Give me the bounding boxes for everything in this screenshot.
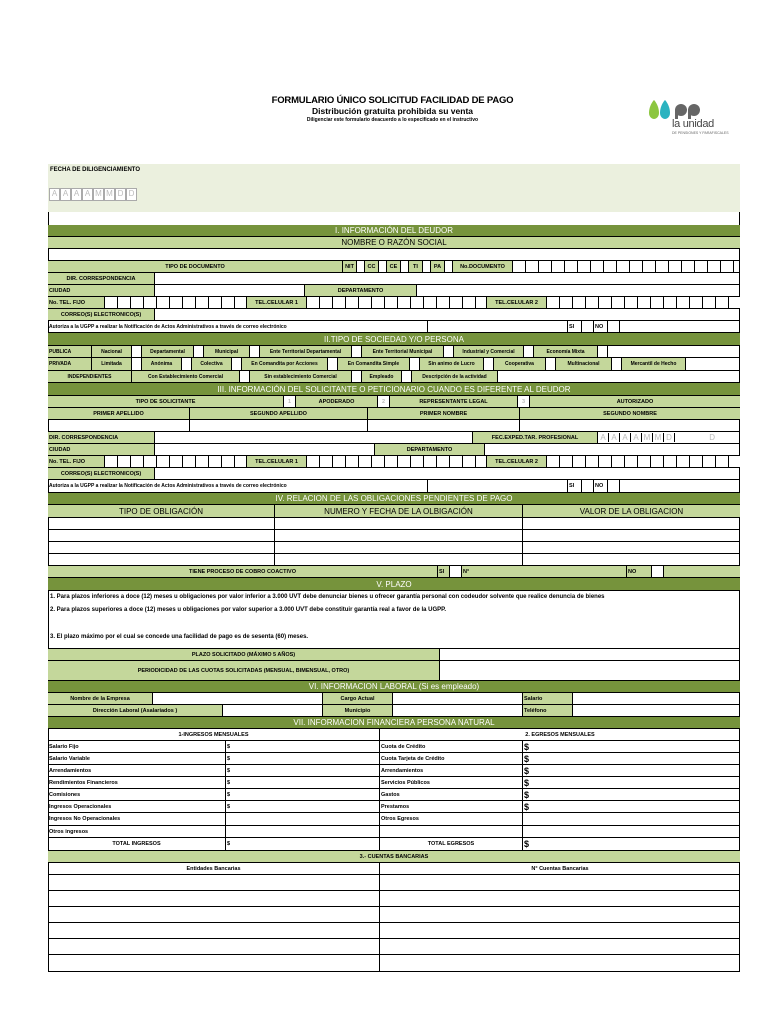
bank-entity-input[interactable] <box>48 955 380 971</box>
position-label: Cargo Actual <box>323 693 393 704</box>
section-4-header <box>48 493 740 505</box>
date-cell[interactable]: A <box>71 188 82 201</box>
colectiva-option[interactable]: Colectiva <box>192 358 232 370</box>
apoderado-option[interactable]: APODERADO <box>296 396 378 407</box>
address-label: DIR. CORRESPONDENCIA <box>48 273 155 284</box>
doc-number-input[interactable] <box>513 261 734 272</box>
bank-entities-header: Entidades Bancarias <box>48 863 380 874</box>
email-row <box>48 309 740 321</box>
authorize-label: Autoriza a la UGPP a realizar la Notificación de Actos Administrativos a través de correo electrónico <box>48 321 428 332</box>
expense-label <box>380 826 523 837</box>
bank-entity-input[interactable] <box>48 923 380 938</box>
city-label: CIUDAD <box>48 285 155 296</box>
prof-date-cell[interactable]: A <box>631 433 642 442</box>
requester-si-label: SI <box>568 480 582 492</box>
salary-label: Salario <box>523 693 573 704</box>
income-input[interactable]: $ <box>226 741 380 752</box>
requester-address-row <box>48 432 740 444</box>
form-title: FORMULARIO ÚNICO SOLICITUD FACILIDAD DE PAGO <box>271 95 514 106</box>
representante-option[interactable]: REPRESENTANTE LEGAL <box>390 396 518 407</box>
sin-est-checkbox[interactable] <box>352 371 362 382</box>
second-name-label: SEGUNDO NOMBRE <box>520 408 740 419</box>
periodicity-row <box>48 661 740 681</box>
expense-label: Servicios Públicos <box>380 777 523 788</box>
requester-no-checkbox[interactable] <box>608 480 620 492</box>
date-cell[interactable]: M <box>93 188 104 201</box>
expense-input[interactable] <box>523 826 740 837</box>
municipality-input[interactable] <box>393 705 523 716</box>
industrial-option[interactable]: Industrial y Comercial <box>454 346 524 357</box>
requester-no-label: NO <box>594 480 608 492</box>
section-7-header <box>48 717 740 729</box>
section-4-title: IV. RELACION DE LAS OBLIGACIONES PENDIENTES DE PAGO <box>48 493 740 504</box>
section-1-header <box>48 225 740 237</box>
requester-authorize-row <box>48 480 740 493</box>
cell2-label: TEL.CELULAR 2 <box>487 297 547 308</box>
doc-type-row <box>48 261 740 273</box>
obligation-number-input[interactable] <box>275 554 523 565</box>
cc-checkbox[interactable] <box>379 261 387 272</box>
sin-lucro-checkbox[interactable] <box>484 358 494 370</box>
address-row <box>48 273 740 285</box>
obligation-type-input[interactable] <box>48 530 275 541</box>
income-input[interactable] <box>226 826 380 837</box>
bank-row <box>48 939 740 955</box>
nacional-checkbox[interactable] <box>132 346 142 357</box>
form-subtitle: Distribución gratuita prohibida su venta <box>311 106 474 116</box>
date-cell[interactable]: D <box>115 188 126 201</box>
name-header-row <box>48 237 740 249</box>
term-note-3: 3. El plazo máximo por el cual se concede una facilidad de pago es de sesenta (60) meses. <box>50 634 309 640</box>
date-cell[interactable]: A <box>82 188 93 201</box>
obligation-type-input[interactable] <box>48 542 275 553</box>
income-label: Salario Variable <box>48 753 226 764</box>
bank-row <box>48 907 740 923</box>
section-6-header <box>48 681 740 693</box>
requester-cell1-input[interactable] <box>307 456 487 467</box>
first-surname-label: PRIMER APELLIDO <box>48 408 190 419</box>
obligation-row <box>48 554 740 566</box>
date-input[interactable] <box>49 188 137 201</box>
income-label: Salario Fijo <box>48 741 226 752</box>
expense-label: Prestamos <box>380 801 523 812</box>
income-label: Ingresos No Operacionales <box>48 813 226 825</box>
section-2-title: II.TIPO DE SOCIEDAD Y/O PERSONA <box>48 333 740 345</box>
apoderado-number[interactable]: 1 <box>284 396 296 407</box>
obligation-row <box>48 542 740 554</box>
income-label: Arrendamientos <box>48 765 226 776</box>
requester-cell2-input[interactable] <box>547 456 740 467</box>
section-5-header <box>48 578 740 591</box>
con-est-option[interactable]: Con Establecimiento Comercial <box>132 371 240 382</box>
requester-city-input[interactable] <box>155 444 375 455</box>
bank-title-row <box>48 851 740 863</box>
obligation-number-input[interactable] <box>275 530 523 541</box>
coactive-no-label: NO <box>627 566 652 577</box>
bank-account-input[interactable] <box>380 923 740 938</box>
authorize-no-label: NO <box>594 321 608 332</box>
obligation-number-input[interactable] <box>275 518 523 529</box>
ente-mun-option[interactable]: Ente Territorial Municipal <box>362 346 444 357</box>
finance-row <box>48 813 740 826</box>
coactive-si-checkbox[interactable] <box>450 566 462 577</box>
finance-row <box>48 777 740 789</box>
position-input[interactable] <box>393 693 523 704</box>
ce-label: CE <box>387 261 401 272</box>
date-cell[interactable]: A <box>49 188 60 201</box>
income-input[interactable] <box>226 813 380 825</box>
requester-si-checkbox[interactable] <box>582 480 594 492</box>
colectiva-checkbox[interactable] <box>232 358 242 370</box>
mercantil-option[interactable]: Mercantil de Hecho <box>622 358 686 370</box>
coactive-number-label: N° <box>462 566 627 577</box>
private-label: PRIVADA <box>48 358 92 370</box>
public-label: PUBLICA <box>48 346 92 357</box>
requester-email-row <box>48 468 740 480</box>
income-input[interactable]: $ <box>226 801 380 812</box>
coactive-no-checkbox[interactable] <box>652 566 664 577</box>
bank-accounts-title: 3.- CUENTAS BANCARIAS <box>48 851 740 862</box>
total-expenses-input[interactable]: $ <box>524 839 530 849</box>
cell2-input[interactable] <box>547 297 740 308</box>
salary-input[interactable] <box>573 693 740 704</box>
email-input[interactable] <box>155 309 740 320</box>
comandita-simple-checkbox[interactable] <box>410 358 420 370</box>
prof-date-cell[interactable]: A <box>609 433 620 442</box>
first-name-label: PRIMER NOMBRE <box>368 408 520 419</box>
first-surname-input[interactable] <box>48 420 190 431</box>
anonima-option[interactable]: Anónima <box>142 358 182 370</box>
bank-row <box>48 923 740 939</box>
limitada-checkbox[interactable] <box>132 358 142 370</box>
bank-account-input[interactable] <box>380 907 740 922</box>
economia-option[interactable]: Economía Mixta <box>534 346 598 357</box>
requester-cell2-label: TEL.CELULAR 2 <box>487 456 547 467</box>
expense-label: Otros Egresos <box>380 813 523 825</box>
section-3-title: III. INFORMACIÓN DEL SOLICITANTE O PETICIONARIO CUANDO ES DIFERENTE AL DEUDOR <box>48 383 740 395</box>
comandita-acc-checkbox[interactable] <box>328 358 338 370</box>
income-label: Ingresos Operacionales <box>48 801 226 812</box>
coactive-row <box>48 566 740 578</box>
bank-row <box>48 891 740 907</box>
municipal-option[interactable]: Municipal <box>204 346 250 357</box>
requester-city-row <box>48 444 740 456</box>
requester-address-label: DIR. CORRESPONDENCIA <box>48 432 155 443</box>
public-spacer <box>608 346 738 357</box>
municipality-label: Municipio <box>323 705 393 716</box>
cooperativa-option[interactable]: Cooperativa <box>494 358 546 370</box>
prof-card-date-input[interactable] <box>598 432 740 443</box>
ente-depto-option[interactable]: Ente Territorial Departamental <box>260 346 352 357</box>
first-name-input[interactable] <box>368 420 520 431</box>
total-expenses-label: TOTAL EGRESOS <box>380 838 523 850</box>
ente-mun-checkbox[interactable] <box>444 346 454 357</box>
finance-row <box>48 826 740 838</box>
nit-checkbox[interactable] <box>357 261 365 272</box>
bank-account-input[interactable] <box>380 891 740 906</box>
independent-label: INDEPENDIENTES <box>48 371 132 382</box>
city-input[interactable] <box>155 285 305 296</box>
prof-date-cell[interactable]: A <box>620 433 631 442</box>
requester-email-label: CORREO(S) ELECTRONICO(S) <box>48 468 155 479</box>
finance-row <box>48 741 740 753</box>
pa-checkbox[interactable] <box>445 261 453 272</box>
phone-label: No. TEL. FIJO <box>48 297 105 308</box>
income-input[interactable]: $ <box>226 765 380 776</box>
departamental-option[interactable]: Departamental <box>142 346 194 357</box>
obligation-type-input[interactable] <box>48 518 275 529</box>
periodicity-input[interactable] <box>440 661 740 680</box>
term-requested-label: PLAZO SOLICITADO (MÁXIMO 5 AÑOS) <box>48 649 440 660</box>
income-input[interactable]: $ <box>226 789 380 800</box>
periodicity-label: PERIODICIDAD DE LAS CUOTAS SOLICITADAS (MENSUAL, BIMENSUAL, OTRO) <box>48 661 440 680</box>
comandita-simple-option[interactable]: En Comandita Simple <box>338 358 410 370</box>
obligation-row <box>48 530 740 542</box>
requester-email-input[interactable] <box>155 468 740 479</box>
department-input[interactable] <box>417 285 740 296</box>
expense-input[interactable]: $ <box>524 789 530 800</box>
expenses-header: 2. EGRESOS MENSUALES <box>525 731 595 738</box>
nit-label: NIT <box>343 261 357 272</box>
requester-phone-label: No. TEL. FIJO <box>48 456 105 467</box>
requester-type-row <box>48 396 740 408</box>
doc-number-label: No.DOCUMENTO <box>453 261 513 272</box>
requester-authorize-spacer <box>428 480 568 492</box>
multinacional-checkbox[interactable] <box>612 358 622 370</box>
nacional-option[interactable]: Nacional <box>92 346 132 357</box>
date-label: FECHA DE DILIGENCIAMIENTO <box>50 167 141 173</box>
finance-row <box>48 789 740 801</box>
expense-label: Cuota de Crédito <box>380 741 523 752</box>
obligation-number-input[interactable] <box>275 542 523 553</box>
names-input-row <box>48 420 740 432</box>
date-cell[interactable]: M <box>104 188 115 201</box>
expense-input[interactable]: $ <box>524 753 530 764</box>
bank-account-number-header: N° Cuentas Bancarias <box>531 865 589 872</box>
independent-row <box>48 371 740 383</box>
mercantil-checkbox[interactable] <box>686 358 730 370</box>
requester-address-input[interactable] <box>155 432 473 443</box>
bank-entity-input[interactable] <box>48 875 380 890</box>
bank-account-input[interactable] <box>380 875 740 890</box>
work-phone-label: Teléfono <box>523 705 573 716</box>
section-2-header <box>48 333 740 346</box>
second-surname-input[interactable] <box>190 420 368 431</box>
expense-label: Cuota Tarjeta de Crédito <box>380 753 523 764</box>
income-label: Comisiones <box>48 789 226 800</box>
ce-checkbox[interactable] <box>401 261 409 272</box>
name-input-row[interactable] <box>48 249 740 261</box>
logo-text: la unidad <box>672 118 714 130</box>
address-input[interactable] <box>155 273 740 284</box>
bank-header-row <box>48 863 740 875</box>
cell1-input[interactable] <box>307 297 487 308</box>
authorize-spacer <box>428 321 568 332</box>
requester-city-label: CIUDAD <box>48 444 155 455</box>
company-input[interactable] <box>153 693 323 704</box>
bank-account-input[interactable] <box>380 955 740 971</box>
descripcion-label: Descripción de la actividad <box>412 371 498 382</box>
authorize-no-checkbox[interactable] <box>608 321 620 332</box>
authorize-si-checkbox[interactable] <box>582 321 594 332</box>
finance-row <box>48 753 740 765</box>
employment-row-2 <box>48 705 740 717</box>
doc-type-label: TIPO DE DOCUMENTO <box>48 261 343 272</box>
email-label: CORREO(S) ELECTRONICO(S) <box>48 309 155 320</box>
private-row <box>48 358 740 371</box>
multinacional-option[interactable]: Multinacional <box>556 358 612 370</box>
requester-phone-input[interactable] <box>105 456 247 467</box>
section-6-title: VI. INFORMACION LABORAL (Si es empleado) <box>48 681 740 692</box>
work-phone-input[interactable] <box>573 705 740 716</box>
sin-lucro-option[interactable]: Sin animo de Lucro <box>420 358 484 370</box>
name-label: NOMBRE O RAZÓN SOCIAL <box>48 237 740 248</box>
autorizado-number[interactable]: 3 <box>518 396 530 407</box>
con-est-checkbox[interactable] <box>240 371 250 382</box>
term-requested-input[interactable] <box>440 649 740 660</box>
expense-input[interactable]: $ <box>524 765 530 776</box>
ti-checkbox[interactable] <box>423 261 431 272</box>
prof-date-cell[interactable]: M <box>642 433 653 442</box>
sin-est-option[interactable]: Sin establecimiento Comercial <box>250 371 352 382</box>
bank-row <box>48 955 740 972</box>
section-3-header <box>48 383 740 396</box>
bank-account-input[interactable] <box>380 939 740 954</box>
finance-total-row <box>48 838 740 851</box>
obligation-value-input[interactable] <box>523 554 740 565</box>
prof-date-cell[interactable]: M <box>653 433 664 442</box>
names-label-row <box>48 408 740 420</box>
finance-row <box>48 801 740 813</box>
obligation-row <box>48 518 740 530</box>
expense-input[interactable]: $ <box>524 777 530 788</box>
municipal-checkbox[interactable] <box>250 346 260 357</box>
bank-entity-input[interactable] <box>48 907 380 922</box>
work-address-label: Dirección Laboral (Asalariados ) <box>48 705 223 716</box>
obligations-header-row <box>48 505 740 518</box>
requester-department-label: DEPARTAMENTO <box>375 444 485 455</box>
empleado-checkbox[interactable] <box>402 371 412 382</box>
total-income-label: TOTAL INGRESOS <box>48 838 226 850</box>
ti-label: TI <box>409 261 423 272</box>
obligation-value-header: VALOR DE LA OBLIGACION <box>523 505 740 517</box>
prof-date-cell[interactable]: D <box>664 433 675 442</box>
ente-depto-checkbox[interactable] <box>352 346 362 357</box>
income-label: Rendimientos Financieros <box>48 777 226 788</box>
economia-checkbox[interactable] <box>598 346 608 357</box>
expense-input[interactable]: $ <box>524 741 530 752</box>
expense-input[interactable] <box>523 813 740 825</box>
cooperativa-checkbox[interactable] <box>546 358 556 370</box>
logo-subtext: DE PENSIONES Y PARAFISCALES <box>672 131 729 135</box>
requester-cell1-label: TEL.CELULAR 1 <box>247 456 307 467</box>
form-instruction: Diligenciar este formulario deacuerdo a lo especificado en el instructivo <box>306 117 479 123</box>
industrial-checkbox[interactable] <box>524 346 534 357</box>
anonima-checkbox[interactable] <box>182 358 192 370</box>
department-label: DEPARTAMENTO <box>305 285 417 296</box>
requester-authorize-spacer-end <box>620 480 740 492</box>
representante-number[interactable]: 2 <box>378 396 390 407</box>
descripcion-input[interactable] <box>498 371 740 382</box>
bank-entity-input[interactable] <box>48 891 380 906</box>
authorize-row <box>48 321 740 333</box>
coactive-si-label: SI <box>438 566 450 577</box>
prof-date-cell[interactable]: A <box>598 433 609 442</box>
expense-input[interactable]: $ <box>524 801 530 812</box>
autorizado-option[interactable]: AUTORIZADO <box>530 396 740 407</box>
requester-type-label: TIPO DE SOLICITANTE <box>48 396 284 407</box>
income-input[interactable]: $ <box>226 753 380 764</box>
requester-phone-row <box>48 456 740 468</box>
name-input[interactable] <box>48 249 740 260</box>
section-1-title: I. INFORMACIÓN DEL DEUDOR <box>48 225 740 236</box>
requester-department-input[interactable] <box>485 444 740 455</box>
prof-card-date-label: FEC.EXPED.TAR. PROFESIONAL <box>473 432 598 443</box>
cc-label: CC <box>365 261 379 272</box>
date-cell[interactable]: A <box>60 188 71 201</box>
term-requested-row <box>48 648 740 661</box>
comandita-acc-option[interactable]: En Comandita por Acciones <box>242 358 328 370</box>
total-income-input[interactable]: $ <box>226 838 380 850</box>
date-panel <box>48 164 740 212</box>
finance-row <box>48 765 740 777</box>
income-label: Otros ingresos <box>48 826 226 837</box>
second-name-input[interactable] <box>520 420 740 431</box>
authorize-si-label: SI <box>568 321 582 332</box>
public-row <box>48 346 740 358</box>
prof-date-cell[interactable]: D <box>675 433 715 442</box>
obligation-type-header: TIPO DE OBLIGACIÓN <box>48 505 275 517</box>
term-note-1: 1. Para plazos inferiores a doce (12) meses u obligaciones por valor inferior a 3.000 UVT debe denunciar bienes u ofrecer garantía personal con codeudor solvente que realice denuncia de bienes <box>50 594 605 600</box>
second-surname-label: SEGUNDO APELLIDO <box>190 408 368 419</box>
cell1-label: TEL.CELULAR 1 <box>247 297 307 308</box>
section-7-title: VII. INFORMACION FINANCIERA PERSONA NATURAL <box>48 717 740 728</box>
date-cell[interactable]: D <box>126 188 137 201</box>
employment-row-1 <box>48 693 740 705</box>
departamental-checkbox[interactable] <box>194 346 204 357</box>
expense-label: Arrendamientos <box>380 765 523 776</box>
expense-label: Gastos <box>380 789 523 800</box>
section-5-title: V. PLAZO <box>48 578 740 590</box>
bank-entity-input[interactable] <box>48 939 380 954</box>
pa-label: PA <box>431 261 445 272</box>
obligation-value-input[interactable] <box>523 530 740 541</box>
obligation-value-input[interactable] <box>523 518 740 529</box>
obligation-value-input[interactable] <box>523 542 740 553</box>
authorize-spacer-end <box>620 321 740 332</box>
finance-header-row <box>48 729 740 741</box>
phone-input[interactable] <box>105 297 247 308</box>
limitada-option[interactable]: Limitada <box>92 358 132 370</box>
obligation-number-header: NUMERO Y FECHA DE LA OLBIGACIÓN <box>275 505 523 517</box>
work-address-input[interactable] <box>223 705 323 716</box>
obligation-type-input[interactable] <box>48 554 275 565</box>
phone-row <box>48 297 740 309</box>
company-label: Nombre de la Empresa <box>48 693 153 704</box>
income-header: 1-INGRESOS MENSUALES <box>48 729 380 740</box>
requester-authorize-label: Autoriza a la UGPP a realizar la Notificación de Actos Administrativos a través de correo electrónico <box>48 480 428 492</box>
coactive-spacer <box>664 566 740 577</box>
income-input[interactable]: $ <box>226 777 380 788</box>
city-row <box>48 285 740 297</box>
term-note-2: 2. Para plazos superiores a doce (12) meses u obligaciones por valor superior a 3.000 UVT debe constituir garantía real a favor de la UGPP. <box>50 607 447 613</box>
empleado-option[interactable]: Empleado <box>362 371 402 382</box>
coactive-label: TIENE PROCESO DE COBRO COACTIVO <box>48 566 438 577</box>
bank-row <box>48 875 740 891</box>
